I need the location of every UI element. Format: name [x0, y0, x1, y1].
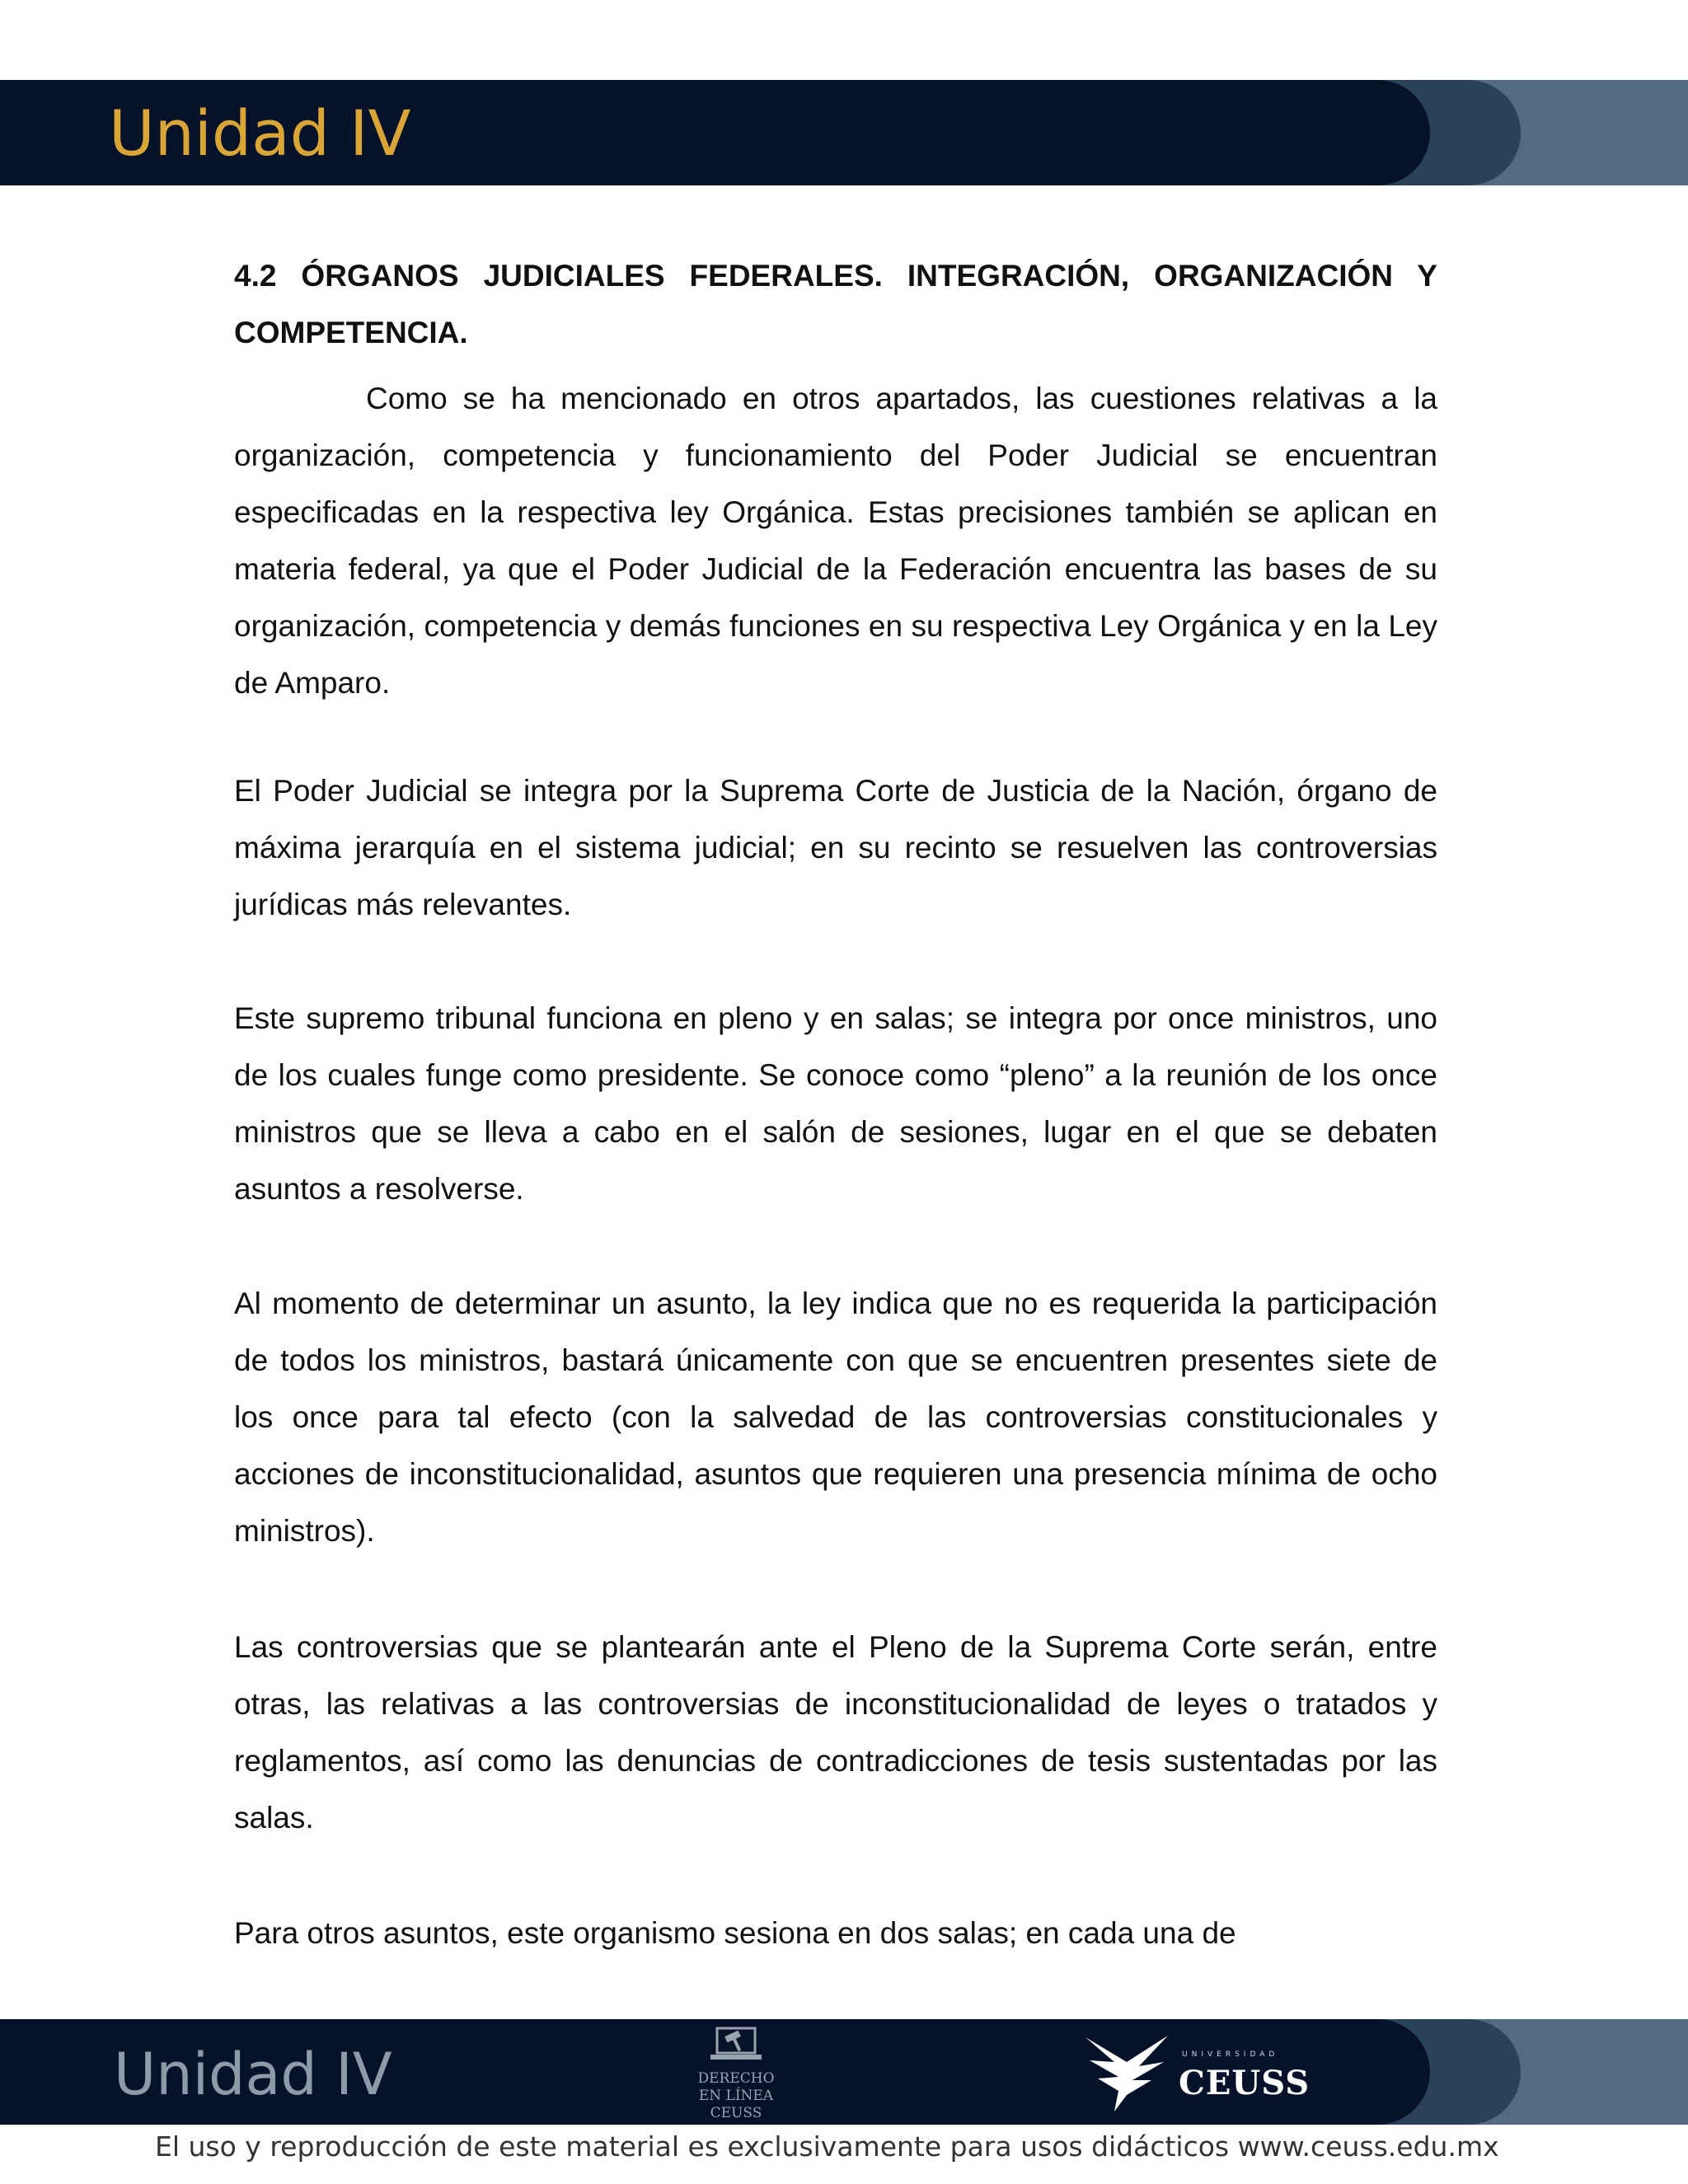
ceuss-name: CEUSS — [1179, 2064, 1311, 2102]
logo-line-1: DERECHO — [697, 2070, 775, 2087]
gavel-laptop-icon — [707, 2023, 765, 2064]
footer-title: Unidad IV — [114, 2041, 392, 2108]
paragraph-3: Este supremo tribunal funciona en pleno y en salas; se integra por once ministros, uno de los cuales funge como presidente. Se conoce como “pleno” a la reunión de los once ministros que se lleva a cabo en el salón de sesiones, lugar en el que se debaten asuntos a resolverse. — [234, 1001, 1437, 1206]
logo-line-2: EN LÍNEA — [698, 2088, 774, 2104]
section-heading: 4.2 ÓRGANOS JUDICIALES FEDERALES. INTEGRACIÓN, ORGANIZACIÓN Y COMPETENCIA. — [234, 259, 1437, 349]
footer-band — [0, 2019, 1688, 2125]
paragraph-5: Las controversias que se plantearán ante el Pleno de la Suprema Corte serán, entre otras, las relativas a las controversias de inconstitucionalidad de leyes o tratados y reglamentos, así como las denuncias de contradicciones de tesis sustentadas por las salas. — [234, 1630, 1437, 1835]
paragraph-6: Para otros asuntos, este organismo sesiona en dos salas; en cada una de — [234, 1916, 1236, 1950]
paragraph-1: Como se ha mencionado en otros apartados, las cuestiones relativas a la organización, competencia y funcionamiento del Poder Judicial se encuentran especificadas en la respectiva ley Orgánica. Estas precisiones también se aplican en materia federal, ya que el Poder Judicial de la Federación encuentra las bases de su organización, competencia y demás funciones en su respectiva Ley Orgánica y en la Ley de Amparo. — [234, 382, 1437, 700]
usage-notice: El uso y reproducción de este material es exclusivamente para usos didácticos www.ceuss.edu.mx — [155, 2130, 1499, 2163]
derecho-en-linea-logo — [691, 2023, 781, 2122]
universidad-label: UNIVERSIDAD — [1182, 2050, 1279, 2059]
eagle-icon — [1081, 2029, 1176, 2120]
logo-line-3: CEUSS — [710, 2105, 762, 2121]
header-title: Unidad IV — [109, 96, 411, 170]
header-band — [0, 80, 1688, 185]
paragraph-2: El Poder Judicial se integra por la Suprema Corte de Justicia de la Nación, órgano de máxima jerarquía en el sistema judicial; en su recinto se resuelven las controversias jurídicas más relevantes. — [234, 774, 1437, 921]
ceuss-logo — [1081, 2029, 1311, 2120]
paragraph-4: Al momento de determinar un asunto, la ley indica que no es requerida la participación de todos los ministros, bastará únicamente con que se encuentren presentes siete de los once para tal efecto (con la salvedad de las controversias constitucionales y acciones de inconstitucionalidad, asuntos que requieren una presencia mínima de ocho ministros). — [234, 1286, 1437, 1548]
